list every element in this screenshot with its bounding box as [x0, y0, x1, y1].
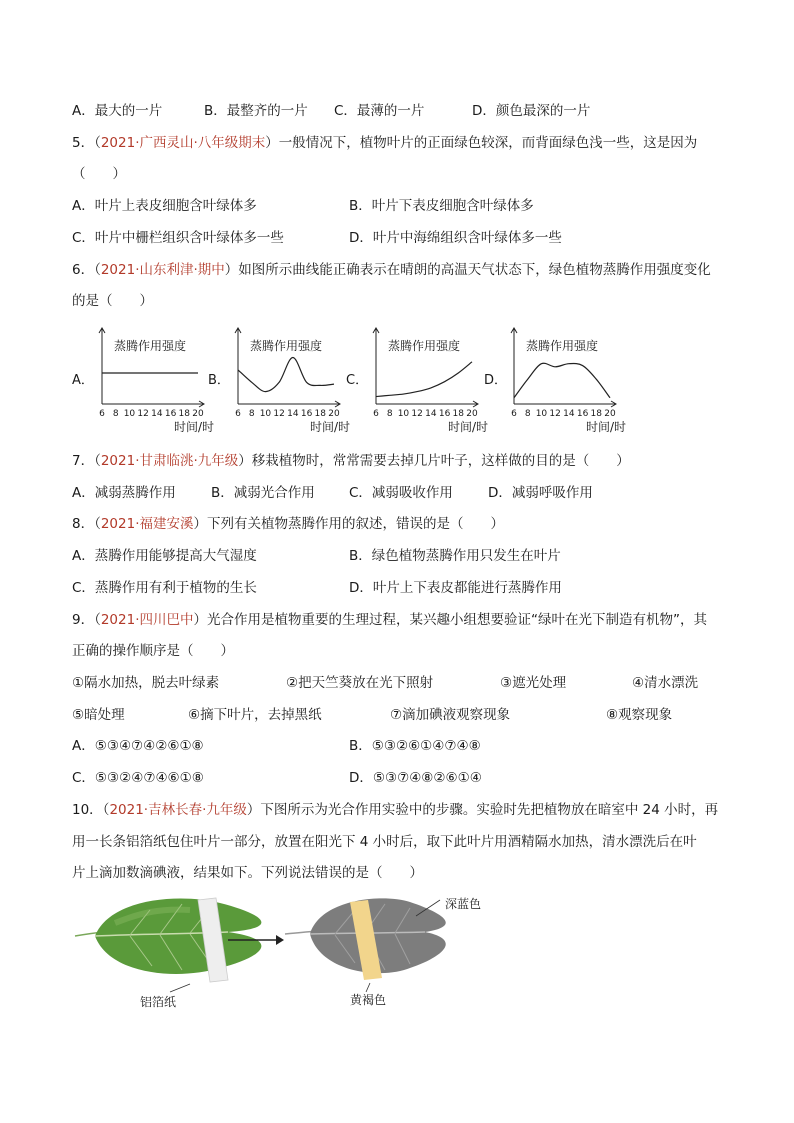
label-deep-blue: 深蓝色 — [445, 897, 482, 911]
q9-step-3: ③遮光处理 — [500, 675, 567, 691]
q9-step-6: ⑥摘下叶片，去掉黑纸 — [188, 707, 322, 723]
graph-b-svg — [208, 322, 351, 434]
q9-step-8: ⑧观察现象 — [606, 707, 673, 723]
x-tick-label: 14 — [563, 409, 575, 419]
q7-number: 7．（ — [72, 453, 101, 469]
label-foil: 铝箔纸 — [140, 995, 177, 1009]
x-axis-label: 时间/时 — [447, 420, 489, 434]
x-tick-label: 12 — [273, 409, 285, 419]
series-line — [238, 358, 334, 392]
q8-number: 8．（ — [72, 516, 101, 532]
x-tick-label: 18 — [314, 409, 327, 419]
q9-option-c: C．⑤③②④⑦④⑥①⑧ — [72, 770, 204, 786]
q10-stem-cont2: 片上滴加数滴碘液，结果如下。下列说法错误的是（ ） — [72, 865, 423, 881]
x-axis-label: 时间/时 — [309, 420, 351, 434]
q4-option-b: B．最整齐的一片 — [204, 103, 308, 119]
x-tick-label: 12 — [411, 409, 423, 419]
q5-number: 5．（ — [72, 135, 101, 151]
q9-number: 9．（ — [72, 612, 101, 628]
q10-figure — [70, 888, 470, 1017]
x-tick-label: 20 — [466, 409, 478, 419]
graph-option-label: A． — [72, 373, 94, 388]
graph-title: 蒸腾作用强度 — [526, 339, 599, 353]
q9-step-7: ⑦滴加碘液观察现象 — [390, 707, 511, 723]
x-tick-label: 10 — [397, 409, 410, 419]
graph-c — [346, 322, 489, 434]
x-tick-label: 8 — [112, 409, 119, 419]
q8-option-d: D．叶片上下表皮都能进行蒸腾作用 — [349, 580, 562, 596]
q5-option-b: B．叶片下表皮细胞含叶绿体多 — [349, 198, 534, 214]
q9-option-d: D．⑤③⑦④⑧②⑥①④ — [349, 770, 482, 786]
graph-title: 蒸腾作用强度 — [250, 339, 323, 353]
x-axis-label: 时间/时 — [585, 420, 627, 434]
q4-option-c: C．最薄的一片 — [334, 103, 425, 119]
q6-stem-cont: 的是（ ） — [72, 293, 153, 309]
q5-text: ）一般情况下，植物叶片的正面绿色较深，而背面绿色浅一些，这是因为 — [265, 135, 698, 151]
x-tick-label: 10 — [259, 409, 272, 419]
q6-number: 6．（ — [72, 262, 101, 278]
graph-d — [484, 322, 627, 434]
q9-step-2: ②把天竺葵放在光下照射 — [286, 675, 434, 691]
q5-stem — [72, 133, 697, 153]
q8-option-b: B．绿色植物蒸腾作用只发生在叶片 — [349, 548, 561, 564]
x-tick-label: 10 — [535, 409, 548, 419]
q5-source: 2021·广西灵山·八年级期末 — [100, 135, 266, 151]
q7-option-a: A．减弱蒸腾作用 — [72, 485, 176, 501]
label-yellow-brown: 黄褐色 — [350, 993, 387, 1007]
graph-option-label: C． — [346, 373, 369, 388]
q9-step-4: ④清水漂洗 — [632, 675, 699, 691]
q8-option-c: C．蒸腾作用有利于植物的生长 — [72, 580, 257, 596]
x-tick-label: 18 — [178, 409, 191, 419]
q10-text: ）下图所示为光合作用实验中的步骤。实验时先把植物放在暗室中 24 小时，再 — [246, 802, 719, 818]
x-tick-label: 16 — [164, 409, 177, 419]
graph-title: 蒸腾作用强度 — [388, 339, 461, 353]
graph-option-label: B． — [208, 373, 230, 388]
x-tick-label: 16 — [576, 409, 589, 419]
graph-option-label: D． — [484, 373, 508, 388]
q9-option-b: B．⑤③②⑥①④⑦④⑧ — [349, 738, 481, 754]
q9-step-1: ①隔水加热，脱去叶绿素 — [72, 675, 220, 691]
x-tick-label: 6 — [99, 409, 105, 419]
q4-option-d: D．颜色最深的一片 — [472, 103, 591, 119]
x-tick-label: 12 — [137, 409, 149, 419]
q9-text: ）光合作用是植物重要的生理过程，某兴趣小组想要验证“绿叶在光下制造有机物”，其 — [193, 612, 707, 628]
x-tick-label: 14 — [425, 409, 437, 419]
x-tick-label: 8 — [386, 409, 393, 419]
q10-number: 10．（ — [72, 802, 110, 818]
x-tick-label: 16 — [438, 409, 451, 419]
x-tick-label: 18 — [452, 409, 465, 419]
x-tick-label: 20 — [328, 409, 340, 419]
q5-option-c: C．叶片中栅栏组织含叶绿体多一些 — [72, 230, 284, 246]
q7-option-b: B．减弱光合作用 — [211, 485, 315, 501]
q9-stem — [72, 610, 707, 630]
q7-option-d: D．减弱呼吸作用 — [488, 485, 593, 501]
q9-source: 2021·四川巴中 — [100, 612, 194, 628]
green-leaf — [75, 899, 261, 974]
x-tick-label: 6 — [373, 409, 379, 419]
q10-stem — [72, 800, 718, 820]
q7-source: 2021·甘肃临洮·九年级 — [100, 453, 239, 469]
q7-option-c: C．减弱吸收作用 — [349, 485, 453, 501]
x-tick-label: 18 — [590, 409, 603, 419]
q8-option-a: A．蒸腾作用能够提高大气湿度 — [72, 548, 257, 564]
q6-text: ）如图所示曲线能正确表示在晴朗的高温天气状态下，绿色植物蒸腾作用强度变化 — [224, 262, 711, 278]
q7-stem — [72, 451, 630, 471]
graph-a — [72, 322, 215, 434]
x-tick-label: 20 — [192, 409, 204, 419]
q10-source: 2021·吉林长春·九年级 — [109, 802, 247, 818]
q9-step-5: ⑤暗处理 — [72, 707, 125, 723]
q9-option-a: A．⑤③④⑦④②⑥①⑧ — [72, 738, 204, 754]
graph-b — [208, 322, 351, 434]
x-axis-label: 时间/时 — [173, 420, 215, 434]
q8-source: 2021·福建安溪 — [100, 516, 194, 532]
q6-stem — [72, 260, 711, 280]
x-tick-label: 14 — [287, 409, 299, 419]
x-tick-label: 14 — [151, 409, 163, 419]
q5-option-a: A．叶片上表皮细胞含叶绿体多 — [72, 198, 257, 214]
q4-option-a: A．最大的一片 — [72, 103, 163, 119]
x-tick-label: 6 — [511, 409, 517, 419]
x-tick-label: 8 — [524, 409, 531, 419]
q8-stem — [72, 514, 504, 534]
graph-title: 蒸腾作用强度 — [114, 339, 187, 353]
series-line — [376, 362, 472, 397]
graph-d-svg — [484, 322, 627, 434]
x-tick-label: 20 — [604, 409, 616, 419]
series-line — [514, 363, 610, 398]
q5-option-d: D．叶片中海绵组织含叶绿体多一些 — [349, 230, 562, 246]
x-tick-label: 8 — [248, 409, 255, 419]
graph-a-svg — [72, 322, 215, 434]
q7-text: ）移栽植物时，常常需要去掉几片叶子，这样做的目的是（ ） — [238, 453, 630, 469]
x-tick-label: 12 — [549, 409, 561, 419]
x-tick-label: 16 — [300, 409, 313, 419]
q10-leaf-figure — [70, 888, 470, 1013]
x-tick-label: 6 — [235, 409, 241, 419]
q5-paren: （ ） — [72, 166, 126, 182]
q6-source: 2021·山东利津·期中 — [100, 262, 225, 278]
x-tick-label: 10 — [123, 409, 136, 419]
graph-c-svg — [346, 322, 489, 434]
q9-stem-cont: 正确的操作顺序是（ ） — [72, 643, 234, 659]
q8-text: ）下列有关植物蒸腾作用的叙述，错误的是（ ） — [193, 516, 504, 532]
q10-stem-cont: 用一长条铝箔纸包住叶片一部分，放置在阳光下 4 小时后，取下此叶片用酒精隔水加热，清水漂洗后在叶 — [72, 834, 697, 850]
